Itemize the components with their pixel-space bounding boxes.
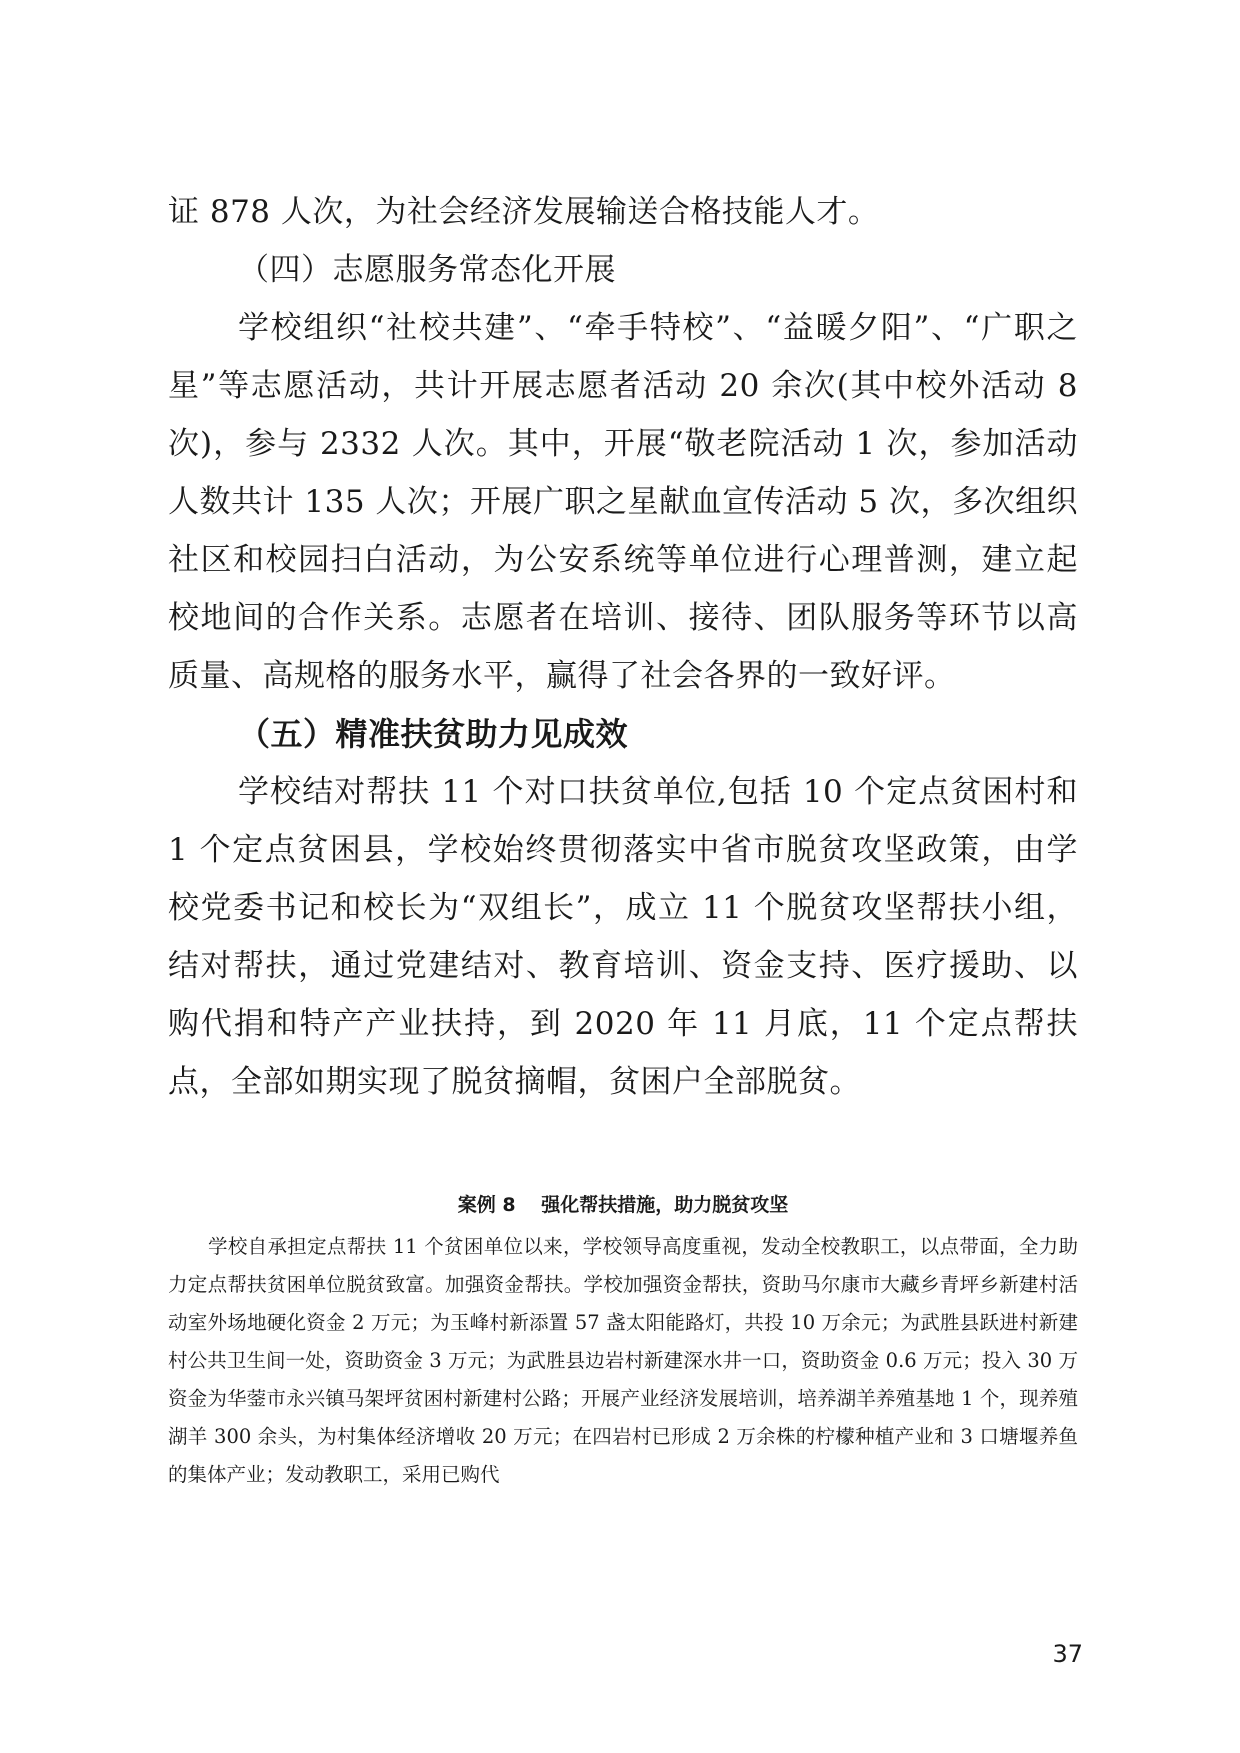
section-heading-4: （四）志愿服务常态化开展 bbox=[238, 252, 616, 288]
main-text-block bbox=[168, 183, 1078, 1111]
case-body: 学校自承担定点帮扶 11 个贫困单位以来，学校领导高度重视，发动全校教职工，以点带面，全力助力定点帮扶贫困单位脱贫致富。加强资金帮扶。学校加强资金帮扶，资助马尔康市大藏乡青坪乡新建村活动室外场地硬化资金 2 万元；为玉峰村新添置 57 盏太阳能路灯，共投 10 万余元；为武胜县跃进村新建村公共卫生间一处，资助资金 3 万元；为武胜县边岩村新建深水井一口，资助资金 0.6 万元；投入 30 万资金为华蓥市永兴镇马架坪贫困村新建村公路；开展产业经济发展培训，培养湖羊养殖基地 1 个，现养殖湖羊 300 余头，为村集体经济增收 20 万元；在四岩村已形成 2 万余株的柠檬种植产业和 3 口塘堰养鱼的集体产业；发动教职工，采用已购代 bbox=[168, 1235, 1078, 1486]
section-heading-5: （五）精准扶贫助力见成效 bbox=[238, 715, 629, 753]
page-number: 37 bbox=[1052, 1640, 1083, 1668]
paragraph-volunteer: 学校组织“社校共建”、“牵手特校”、“益暖夕阳”、“广职之星”等志愿活动，共计开展志愿者活动 20 余次(其中校外活动 8 次)，参与 2332 人次。其中，开展“敬老院活动 1 次，参加活动人数共计 135 人次；开展广职之星献血宣传活动 5 次，多次组织社区和校园扫白活动，为公安系统等单位进行心理普测，建立起校地间的合作关系。志愿者在培训、接待、团队服务等环节以高质量、高规格的服务水平，赢得了社会各界的一致好评。 bbox=[168, 310, 1078, 694]
case-study-block bbox=[168, 1190, 1078, 1494]
case-title: 案例 8 强化帮扶措施，助力脱贫攻坚 bbox=[457, 1194, 789, 1216]
paragraph-poverty: 学校结对帮扶 11 个对口扶贫单位,包括 10 个定点贫困村和 1 个定点贫困县，学校始终贯彻落实中省市脱贫攻坚政策，由学校党委书记和校长为“双组长”，成立 11 个脱贫攻坚帮扶小组，结对帮扶，通过党建结对、教育培训、资金支持、医疗援助、以购代捐和特产产业扶持，到 2020 年 11 月底，11 个定点帮扶点，全部如期实现了脱贫摘帽，贫困户全部脱贫。 bbox=[168, 774, 1078, 1100]
paragraph-continuation: 证 878 人次，为社会经济发展输送合格技能人才。 bbox=[168, 194, 880, 230]
